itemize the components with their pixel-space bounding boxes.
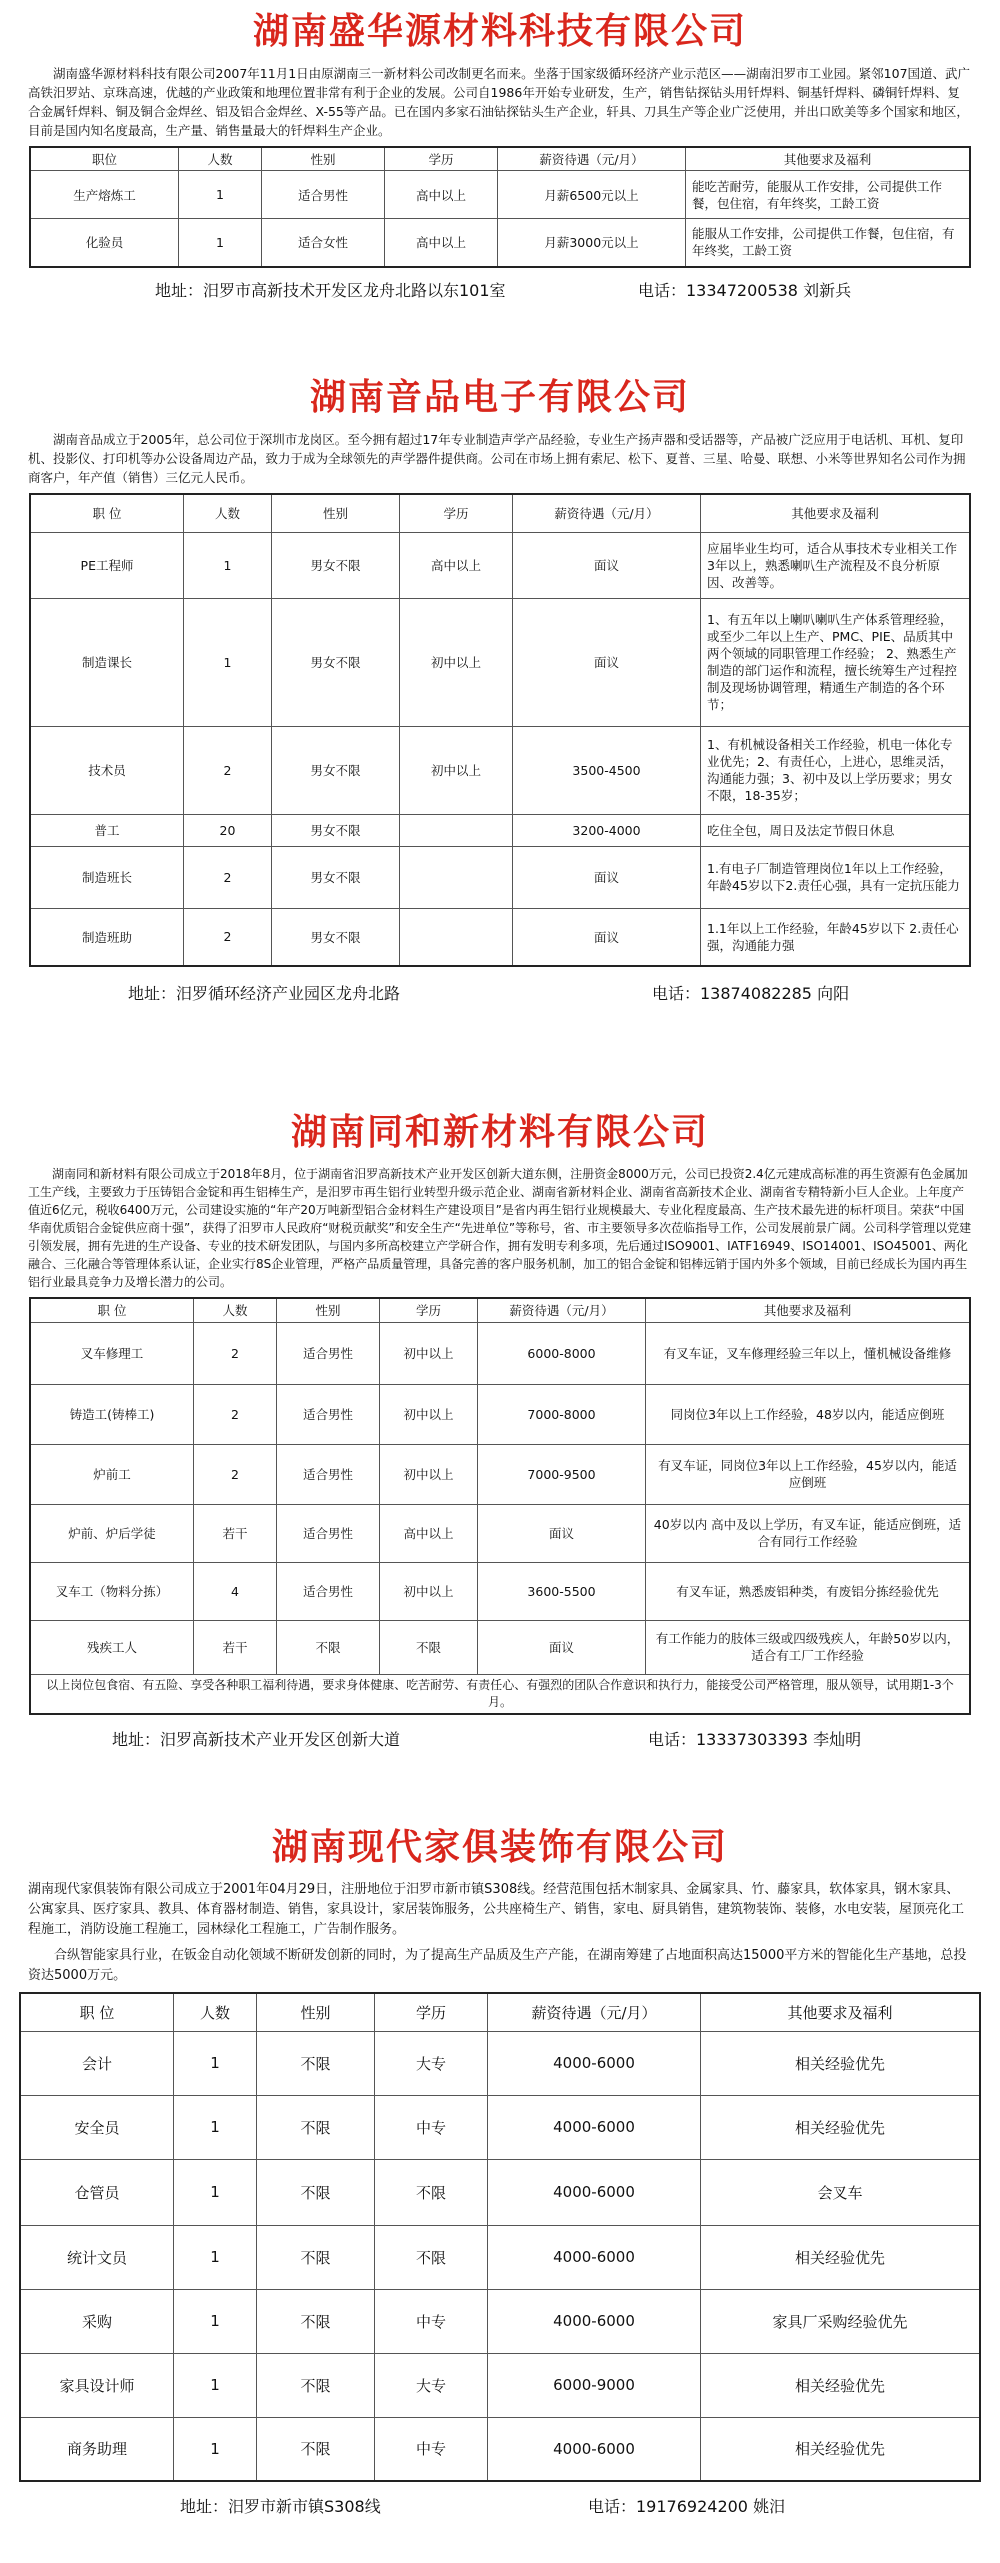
table-row xyxy=(30,1562,970,1620)
cell-position: 残疾工人 xyxy=(30,1620,194,1674)
company-address: 地址：汨罗高新技术产业开发区创新大道 xyxy=(112,1729,401,1749)
table-row xyxy=(20,2225,980,2289)
cell-benefits: 相关经验优先 xyxy=(701,2095,981,2159)
cell-education: 高中以上 xyxy=(400,532,513,598)
cell-position: 商务助理 xyxy=(20,2417,174,2481)
cell-benefits: 同岗位3年以上工作经验，48岁以内，能适应倒班 xyxy=(646,1384,971,1444)
cell-gender: 适合男性 xyxy=(277,1322,380,1384)
header-position: 职位 xyxy=(30,147,179,171)
table-row xyxy=(30,1444,970,1504)
company-address: 地址：汨罗市高新技术开发区龙舟北路以东101室 xyxy=(155,280,506,300)
cell-salary: 面议 xyxy=(478,1504,646,1562)
header-position: 职 位 xyxy=(30,494,184,532)
cell-education xyxy=(400,846,513,908)
table-row xyxy=(30,1384,970,1444)
company-phone: 电话：13347200538 刘新兵 xyxy=(638,280,852,300)
table-row xyxy=(20,2031,980,2095)
cell-education: 大专 xyxy=(375,2031,488,2095)
cell-position: 炉前、炉后学徒 xyxy=(30,1504,194,1562)
header-benefits: 其他要求及福利 xyxy=(686,147,971,171)
header-gender: 性别 xyxy=(277,1298,380,1322)
cell-count: 1 xyxy=(174,2289,257,2353)
cell-education: 中专 xyxy=(375,2095,488,2159)
cell-gender: 不限 xyxy=(257,2031,375,2095)
table-note: 以上岗位包食宿、有五险、享受各种职工福利待遇，要求身体健康、吃苦耐劳、有责任心、有强烈的团队合作意识和执行力，能接受公司严格管理，服从领导，试用期1-3个月。 xyxy=(30,1674,970,1714)
cell-benefits: 有叉车证，熟悉废铝种类，有废铝分拣经验优先 xyxy=(646,1562,971,1620)
cell-gender: 不限 xyxy=(257,2225,375,2289)
cell-benefits: 1.1年以上工作经验，年龄45岁以下 2.责任心强，沟通能力强 xyxy=(701,908,971,966)
cell-gender: 不限 xyxy=(257,2159,375,2225)
cell-education: 不限 xyxy=(375,2159,488,2225)
company-address: 地址：汨罗循环经济产业园区龙舟北路 xyxy=(128,984,401,1003)
cell-benefits: 有叉车证，叉车修理经验三年以上，懂机械设备维修 xyxy=(646,1322,971,1384)
cell-count: 1 xyxy=(184,532,272,598)
cell-count: 1 xyxy=(184,598,272,726)
company-section-yinpin xyxy=(0,370,1000,1105)
cell-salary: 7000-9500 xyxy=(478,1444,646,1504)
header-position: 职 位 xyxy=(20,1993,174,2031)
cell-position: 叉车修理工 xyxy=(30,1322,194,1384)
jobs-table xyxy=(29,493,971,967)
table-header-row xyxy=(30,147,970,171)
cell-count: 若干 xyxy=(194,1504,277,1562)
cell-salary: 4000-6000 xyxy=(488,2225,701,2289)
cell-education: 初中以上 xyxy=(380,1444,478,1504)
table-header-row xyxy=(30,494,970,532)
company-address: 地址：汨罗市新市镇S308线 xyxy=(180,2497,381,2516)
cell-benefits: 有工作能力的肢体三级或四级残疾人，年龄50岁以内，适合有工厂工作经验 xyxy=(646,1620,971,1674)
cell-gender: 不限 xyxy=(257,2353,375,2417)
cell-count: 1 xyxy=(179,171,262,219)
cell-gender: 不限 xyxy=(257,2289,375,2353)
cell-position: 技术员 xyxy=(30,726,184,814)
table-row xyxy=(20,2095,980,2159)
cell-education: 初中以上 xyxy=(400,598,513,726)
header-gender: 性别 xyxy=(257,1993,375,2031)
cell-gender: 男女不限 xyxy=(272,908,400,966)
table-row xyxy=(30,1620,970,1674)
cell-count: 2 xyxy=(184,846,272,908)
cell-education: 初中以上 xyxy=(380,1322,478,1384)
cell-salary: 月薪6500元以上 xyxy=(498,171,686,219)
cell-count: 2 xyxy=(194,1444,277,1504)
header-benefits: 其他要求及福利 xyxy=(701,1993,981,2031)
cell-count: 1 xyxy=(174,2095,257,2159)
cell-education: 初中以上 xyxy=(380,1562,478,1620)
cell-position: 安全员 xyxy=(20,2095,174,2159)
cell-salary: 3500-4500 xyxy=(513,726,701,814)
cell-salary: 面议 xyxy=(478,1620,646,1674)
table-row xyxy=(30,171,970,219)
table-row xyxy=(30,908,970,966)
cell-salary: 面议 xyxy=(513,598,701,726)
cell-salary: 3600-5500 xyxy=(478,1562,646,1620)
cell-gender: 男女不限 xyxy=(272,846,400,908)
cell-count: 4 xyxy=(194,1562,277,1620)
cell-position: 制造课长 xyxy=(30,598,184,726)
cell-benefits: 有叉车证，同岗位3年以上工作经验，45岁以内，能适应倒班 xyxy=(646,1444,971,1504)
company-section-tonghe xyxy=(0,1105,1000,1820)
header-count: 人数 xyxy=(194,1298,277,1322)
cell-count: 20 xyxy=(184,814,272,846)
company-description: 湖南盛华源材料科技有限公司2007年11月1日由原湖南三一新材料公司改制更名而来。坐落于国家级循环经济产业示范区——湖南汨罗市工业园。紧邻107国道、武广高铁汨罗站、京珠高速，优越的产业政策和地理位置非常有利于企业的发展。公司自1986年开始专业研发，生产，销售钻探钻头用钎焊料、铜基钎焊料、磷铜钎焊料、复合金属钎焊料、铜及铜合金焊丝、铝及铝合金焊丝、X-55等产品。已在国内多家石油钻探钻头生产企业，轩具、刀具生产等企业广泛使用，并出口欧美等多个国家和地区，目前是国内知名度最高，生产量、销售量最大的钎焊料生产企业。 xyxy=(28,66,971,138)
cell-benefits: 相关经验优先 xyxy=(701,2031,981,2095)
cell-benefits: 家具厂采购经验优先 xyxy=(701,2289,981,2353)
cell-count: 1 xyxy=(174,2031,257,2095)
cell-benefits: 相关经验优先 xyxy=(701,2417,981,2481)
cell-gender: 男女不限 xyxy=(272,726,400,814)
cell-position: 统计文员 xyxy=(20,2225,174,2289)
cell-gender: 适合男性 xyxy=(277,1384,380,1444)
cell-position: 仓管员 xyxy=(20,2159,174,2225)
company-phone: 电话：13874082285 向阳 xyxy=(652,984,850,1003)
cell-benefits: 1、有机械设备相关工作经验，机电一体化专业优先；2、有责任心，上进心，思维灵活，沟通能力强；3、初中及以上学历要求；男女不限，18-35岁； xyxy=(701,726,971,814)
company-title: 湖南音品电子有限公司 xyxy=(309,377,690,418)
cell-gender: 不限 xyxy=(277,1620,380,1674)
cell-position: 化验员 xyxy=(30,219,179,267)
table-row xyxy=(30,1322,970,1384)
table-header-row xyxy=(20,1993,980,2031)
cell-position: 会计 xyxy=(20,2031,174,2095)
table-row xyxy=(30,219,970,267)
cell-count: 2 xyxy=(184,908,272,966)
company-description: 湖南现代家俱装饰有限公司成立于2001年04月29日，注册地位于汨罗市新市镇S308线。经营范围包括木制家具、金属家具、竹、藤家具，软体家具，钢木家具、公寓家具、医疗家具、教具、体育器材制造、销售，家具设计，家居装饰服务，公共座椅生产、销售，家电、厨具销售，建筑物装饰、装修，水电安装，屋顶亮化工程施工，消防设施工程施工，园林绿化工程施工，广告制作服务。 xyxy=(28,1882,965,1937)
table-note-row xyxy=(30,1674,970,1714)
cell-gender: 适合男性 xyxy=(277,1562,380,1620)
header-count: 人数 xyxy=(174,1993,257,2031)
table-row xyxy=(20,2289,980,2353)
cell-education: 中专 xyxy=(375,2417,488,2481)
cell-salary: 面议 xyxy=(513,532,701,598)
cell-benefits: 相关经验优先 xyxy=(701,2353,981,2417)
cell-benefits: 40岁以内 高中及以上学历，有叉车证，能适应倒班，适合有同行工作经验 xyxy=(646,1504,971,1562)
cell-education: 不限 xyxy=(375,2225,488,2289)
cell-salary: 面议 xyxy=(513,846,701,908)
cell-education: 高中以上 xyxy=(385,219,498,267)
table-header-row xyxy=(30,1298,970,1322)
cell-education xyxy=(400,814,513,846)
cell-salary: 4000-6000 xyxy=(488,2289,701,2353)
cell-education: 中专 xyxy=(375,2289,488,2353)
cell-gender: 不限 xyxy=(257,2417,375,2481)
table-row xyxy=(30,814,970,846)
cell-salary: 4000-6000 xyxy=(488,2417,701,2481)
cell-education: 高中以上 xyxy=(385,171,498,219)
header-benefits: 其他要求及福利 xyxy=(646,1298,971,1322)
header-gender: 性别 xyxy=(262,147,385,171)
cell-education: 大专 xyxy=(375,2353,488,2417)
header-count: 人数 xyxy=(184,494,272,532)
company-phone: 电话：19176924200 姚汨 xyxy=(588,2497,786,2516)
contact-info xyxy=(0,2494,1000,2520)
jobs-table xyxy=(19,1992,981,2482)
cell-salary: 3200-4000 xyxy=(513,814,701,846)
cell-position: 家具设计师 xyxy=(20,2353,174,2417)
table-row xyxy=(20,2353,980,2417)
company-section-shenghuayuan xyxy=(0,0,1000,378)
jobs-table xyxy=(29,146,971,268)
cell-count: 1 xyxy=(179,219,262,267)
cell-count: 若干 xyxy=(194,1620,277,1674)
cell-salary: 月薪3000元以上 xyxy=(498,219,686,267)
company-phone: 电话：13337303393 李灿明 xyxy=(648,1729,862,1749)
cell-count: 2 xyxy=(194,1384,277,1444)
jobs-table xyxy=(29,1297,971,1715)
cell-gender: 男女不限 xyxy=(272,532,400,598)
company-title: 湖南同和新材料有限公司 xyxy=(290,1112,709,1153)
cell-benefits: 1.有电子厂制造管理岗位1年以上工作经验，年龄45岁以下2.责任心强，具有一定抗压能力 xyxy=(701,846,971,908)
cell-position: 炉前工 xyxy=(30,1444,194,1504)
cell-gender: 适合男性 xyxy=(277,1444,380,1504)
table-row xyxy=(30,1504,970,1562)
header-education: 学历 xyxy=(375,1993,488,2031)
header-salary: 薪资待遇（元/月） xyxy=(513,494,701,532)
cell-education: 初中以上 xyxy=(400,726,513,814)
header-education: 学历 xyxy=(385,147,498,171)
cell-salary: 4000-6000 xyxy=(488,2031,701,2095)
cell-gender: 适合女性 xyxy=(262,219,385,267)
cell-education: 不限 xyxy=(380,1620,478,1674)
table-row xyxy=(30,532,970,598)
company-description-2: 合纵智能家具行业，在钣金自动化领域不断研发创新的同时，为了提高生产品质及生产产能，在湖南筹建了占地面积高达15000平方米的智能化生产基地，总投资达5000万元。 xyxy=(28,1948,967,1983)
cell-position: 叉车工（物料分拣） xyxy=(30,1562,194,1620)
header-salary: 薪资待遇（元/月） xyxy=(478,1298,646,1322)
header-benefits: 其他要求及福利 xyxy=(701,494,971,532)
contact-info xyxy=(0,1727,1000,1753)
cell-position: 制造班长 xyxy=(30,846,184,908)
company-title: 湖南盛华源材料科技有限公司 xyxy=(252,11,747,52)
table-row xyxy=(30,726,970,814)
cell-position: 铸造工(铸棒工) xyxy=(30,1384,194,1444)
table-row xyxy=(30,598,970,726)
contact-info xyxy=(0,981,1000,1007)
header-position: 职 位 xyxy=(30,1298,194,1322)
cell-count: 2 xyxy=(184,726,272,814)
cell-benefits: 会叉车 xyxy=(701,2159,981,2225)
cell-gender: 适合男性 xyxy=(262,171,385,219)
cell-salary: 面议 xyxy=(513,908,701,966)
header-salary: 薪资待遇（元/月） xyxy=(498,147,686,171)
cell-benefits: 能吃苦耐劳，能服从工作安排，公司提供工作餐，包住宿，有年终奖，工龄工资 xyxy=(686,171,971,219)
cell-position: 采购 xyxy=(20,2289,174,2353)
cell-benefits: 应届毕业生均可，适合从事技术专业相关工作3年以上，熟悉喇叭生产流程及不良分析原因、改善等。 xyxy=(701,532,971,598)
company-section-xiandai xyxy=(0,1820,1000,2563)
table-row xyxy=(20,2417,980,2481)
cell-position: PE工程师 xyxy=(30,532,184,598)
cell-count: 1 xyxy=(174,2353,257,2417)
cell-count: 2 xyxy=(194,1322,277,1384)
cell-benefits: 吃住全包，周日及法定节假日休息 xyxy=(701,814,971,846)
cell-gender: 不限 xyxy=(257,2095,375,2159)
cell-salary: 4000-6000 xyxy=(488,2159,701,2225)
header-salary: 薪资待遇（元/月） xyxy=(488,1993,701,2031)
company-title: 湖南现代家俱装饰有限公司 xyxy=(271,1827,728,1868)
cell-education: 初中以上 xyxy=(380,1384,478,1444)
cell-count: 1 xyxy=(174,2159,257,2225)
company-description: 湖南音品成立于2005年，总公司位于深圳市龙岗区。至今拥有超过17年专业制造声学产品经验，专业生产扬声器和受话器等，产品被广泛应用于电话机、耳机、复印机、投影仪、打印机等办公设备周边产品，致力于成为全球领先的声学器件提供商。公司在市场上拥有索尼、松下、夏普、三星、哈曼、联想、小米等世界知名公司作为拥商客户，年产值（销售）三亿元人民币。 xyxy=(28,432,966,485)
cell-salary: 6000-9000 xyxy=(488,2353,701,2417)
cell-benefits: 1、有五年以上喇叭喇叭生产体系管理经验，或至少二年以上生产、PMC、PIE、品质其中两个领域的同职管理工作经验； 2、熟悉生产制造的部门运作和流程，擅长统筹生产过程控制及现场协调管理，精通生产制造的各个环节； xyxy=(701,598,971,726)
table-row xyxy=(30,846,970,908)
cell-salary: 4000-6000 xyxy=(488,2095,701,2159)
table-row xyxy=(20,2159,980,2225)
cell-position: 生产熔炼工 xyxy=(30,171,179,219)
header-count: 人数 xyxy=(179,147,262,171)
header-gender: 性别 xyxy=(272,494,400,532)
cell-count: 1 xyxy=(174,2417,257,2481)
cell-count: 1 xyxy=(174,2225,257,2289)
company-description: 湖南同和新材料有限公司成立于2018年8月，位于湖南省汨罗高新技术产业开发区创新大道东侧，注册资金8000万元，公司已投资2.4亿元建成高标准的再生资源有色金属加工生产线，主要致力于压铸铝合金锭和再生铝棒生产，是汨罗市再生铝行业转型升级示范企业、湖南省新材料企业、湖南省高新技术企业、湖南省专精特新小巨人企业。上年度产值近6亿元，税收6400万元，公司建设实施的“年产20万吨新型铝合金材料生产建设项目”是省内再生铝行业规模最大、专业化程度最高、生产技术最先进的标杆项目。荣获“中国华南优质铝合金锭供应商十强”，获得了汨罗市人民政府“财税贡献奖”和安全生产“先进单位”等称号，省、市主要领导多次莅临指导工作，公司发展前景广阔。公司科学管理以党建引领发展，拥有先进的生产设备、专业的技术研发团队，与国内多所高校建立产学研合作，拥有发明专利多项，先后通过ISO9001、IATF16949、ISO14001、ISO45001、两化融合、三化融合等管理体系认证，企业实行8S企业管理，严格产品质量管理，具备完善的客户服务机制，加工的铝合金锭和铝棒远销于国内外多个领域，目前已经成长为国内再生铝行业最具竞争力及增长潜力的公司。 xyxy=(28,1167,972,1289)
cell-position: 制造班助 xyxy=(30,908,184,966)
cell-position: 普工 xyxy=(30,814,184,846)
cell-gender: 适合男性 xyxy=(277,1504,380,1562)
cell-benefits: 能服从工作安排，公司提供工作餐，包住宿，有年终奖，工龄工资 xyxy=(686,219,971,267)
cell-education xyxy=(400,908,513,966)
cell-gender: 男女不限 xyxy=(272,598,400,726)
cell-gender: 男女不限 xyxy=(272,814,400,846)
contact-info xyxy=(0,278,1000,304)
header-education: 学历 xyxy=(400,494,513,532)
cell-salary: 6000-8000 xyxy=(478,1322,646,1384)
header-education: 学历 xyxy=(380,1298,478,1322)
cell-education: 高中以上 xyxy=(380,1504,478,1562)
cell-salary: 7000-8000 xyxy=(478,1384,646,1444)
cell-benefits: 相关经验优先 xyxy=(701,2225,981,2289)
